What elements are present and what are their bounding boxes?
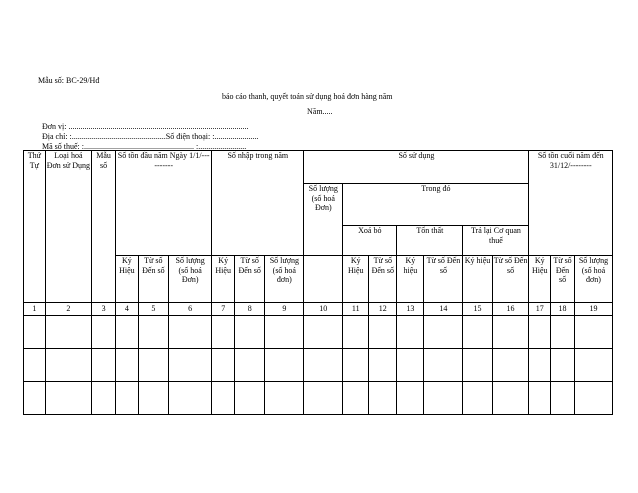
col-head-imported: Số nhập trong năm [212, 151, 304, 184]
table-cell [169, 349, 212, 382]
table-cell [463, 316, 492, 349]
table-cell [45, 349, 92, 382]
table-cell [369, 349, 397, 382]
table-cell [369, 316, 397, 349]
opening-spacer [115, 184, 211, 226]
table-cell [115, 382, 138, 415]
subcol-head: Ký hiệu [463, 256, 492, 303]
col-head-of-which: Trong đó [343, 184, 529, 226]
col-number: 2 [45, 303, 92, 316]
table-cell [492, 349, 529, 382]
subcol-head: Từ số Đến số [424, 256, 463, 303]
report-title: báo cáo thanh, quyết toán sử dụng hoá đơn hàng năm [222, 92, 393, 101]
table-row [24, 382, 613, 415]
imported-spacer [212, 184, 304, 226]
table-row [24, 316, 613, 349]
table-row [24, 349, 613, 382]
table-cell [45, 316, 92, 349]
opening-spacer-2 [115, 226, 211, 256]
table-cell [343, 382, 369, 415]
table-cell [45, 382, 92, 415]
year-line: Năm..... [307, 107, 333, 116]
table-cell [92, 349, 116, 382]
col-head-opening: Số tồn đầu năm Ngày 1/1/---------- [115, 151, 211, 184]
subcol-head: Từ số Đến số [369, 256, 397, 303]
col-number: 18 [551, 303, 575, 316]
table-cell [92, 316, 116, 349]
table-cell [551, 316, 575, 349]
subcol-head: Ký Hiệu [529, 256, 551, 303]
col-number: 15 [463, 303, 492, 316]
table-cell [463, 349, 492, 382]
table-cell [235, 316, 265, 349]
table-cell [169, 316, 212, 349]
subcol-head: Số lượng (số hoá đơn) [574, 256, 612, 303]
report-table [23, 150, 613, 415]
col-number: 6 [169, 303, 212, 316]
col-head-returned: Trả lại Cơ quan thuế [463, 226, 529, 256]
table-cell [551, 349, 575, 382]
table-cell [529, 349, 551, 382]
col-head-closing: Số tồn cuối năm đến 31/12/-------- [529, 151, 613, 184]
subcol-head: Ký Hiệu [343, 256, 369, 303]
subcol-head: Từ số Đến số [138, 256, 168, 303]
subcol-head: Từ số Đến số [551, 256, 575, 303]
table-cell [463, 382, 492, 415]
table-cell [424, 349, 463, 382]
used-qty-spacer [304, 256, 343, 303]
col-number: 7 [212, 303, 235, 316]
table-cell [529, 382, 551, 415]
subcol-head: Số lượng (số hoá đơn) [265, 256, 304, 303]
table-cell [397, 382, 424, 415]
col-head-invoice-type: Loại hoá Đơn sử Dụng [45, 151, 92, 303]
table-cell [235, 382, 265, 415]
col-head-stt: Thứ Tự [24, 151, 46, 303]
table-cell [24, 316, 46, 349]
closing-spacer [529, 184, 613, 226]
table-cell [24, 382, 46, 415]
table-cell [115, 349, 138, 382]
col-number: 19 [574, 303, 612, 316]
table-cell [369, 382, 397, 415]
table-cell [304, 349, 343, 382]
col-number: 10 [304, 303, 343, 316]
unit-field: Đơn vị: .......................................................................................... [42, 122, 249, 131]
col-number: 11 [343, 303, 369, 316]
table-cell [212, 316, 235, 349]
table-cell [212, 382, 235, 415]
table-cell [424, 382, 463, 415]
col-number: 4 [115, 303, 138, 316]
table-cell [169, 382, 212, 415]
table-cell [304, 382, 343, 415]
table-cell [529, 316, 551, 349]
table-cell [397, 349, 424, 382]
col-number: 13 [397, 303, 424, 316]
table-cell [551, 382, 575, 415]
col-head-lost: Tổn thất [397, 226, 463, 256]
col-head-cancelled: Xoá bỏ [343, 226, 397, 256]
table-cell [265, 382, 304, 415]
table-cell [574, 349, 612, 382]
subcol-head: Ký hiệu [397, 256, 424, 303]
col-number: 5 [138, 303, 168, 316]
table-cell [343, 316, 369, 349]
col-head-used: Số sử dụng [304, 151, 529, 184]
table-cell [265, 316, 304, 349]
table-cell [574, 316, 612, 349]
col-number: 17 [529, 303, 551, 316]
table-cell [212, 349, 235, 382]
subcol-head: Ký Hiệu [212, 256, 235, 303]
table-cell [492, 382, 529, 415]
col-number: 8 [235, 303, 265, 316]
table-cell [492, 316, 529, 349]
table-cell [24, 349, 46, 382]
col-number: 12 [369, 303, 397, 316]
table-cell [424, 316, 463, 349]
subcol-head: Ký Hiệu [115, 256, 138, 303]
closing-spacer-2 [529, 226, 613, 256]
table-cell [397, 316, 424, 349]
empty-rows [24, 316, 613, 415]
table-cell [138, 349, 168, 382]
address-field: Địa chỉ: :...............................................Số điện thoại: :...................... [42, 132, 259, 141]
table-cell [265, 349, 304, 382]
tax-code-field: Mã số thuế: :....................................................... :........................ [42, 142, 247, 151]
col-number: 1 [24, 303, 46, 316]
table-cell [574, 382, 612, 415]
col-head-template: Mẫu số [92, 151, 116, 303]
col-number: 16 [492, 303, 529, 316]
form-code: Mẫu số: BC-29/Hđ [38, 76, 100, 85]
col-number: 14 [424, 303, 463, 316]
table-cell [115, 316, 138, 349]
subcol-head: Số lượng (số hoá Đơn) [169, 256, 212, 303]
table-cell [138, 316, 168, 349]
imported-spacer-2 [212, 226, 304, 256]
col-number: 9 [265, 303, 304, 316]
col-head-used-qty: Số lượng (số hoá Đơn) [304, 184, 343, 256]
subcol-head: Từ số Đến số [235, 256, 265, 303]
table-cell [343, 349, 369, 382]
table-cell [235, 349, 265, 382]
subcol-head: Từ số Đến số [492, 256, 529, 303]
table-cell [138, 382, 168, 415]
table-cell [304, 316, 343, 349]
col-number: 3 [92, 303, 116, 316]
table-cell [92, 382, 116, 415]
